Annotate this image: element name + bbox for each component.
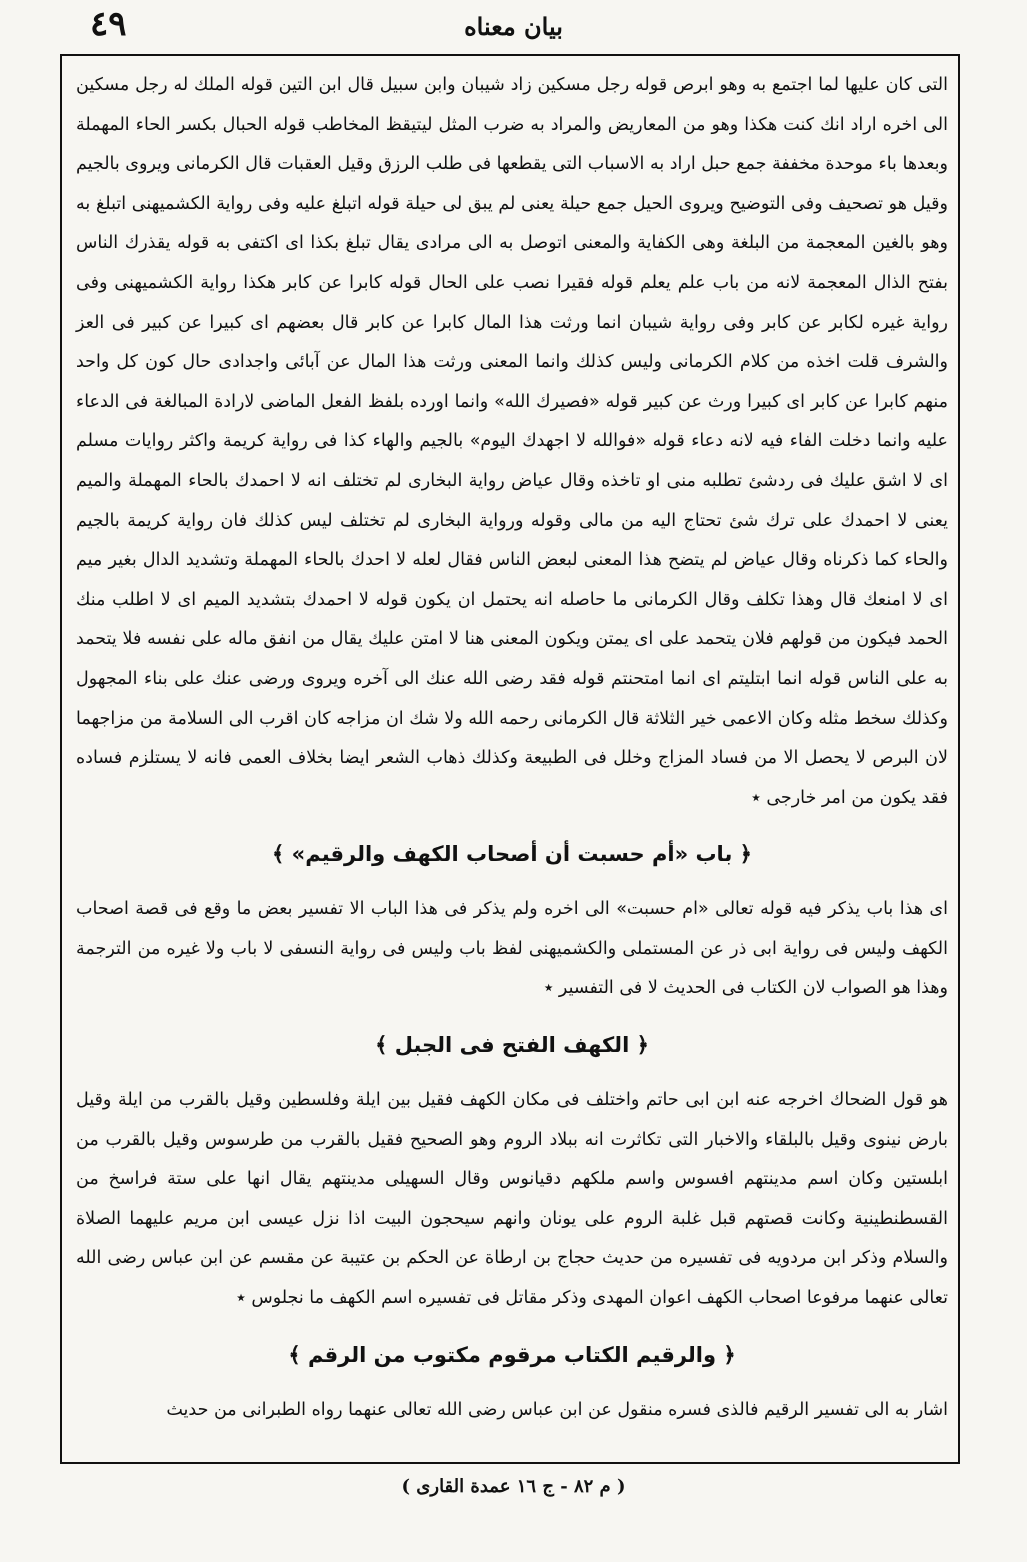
running-title: بيان معناه <box>464 12 563 41</box>
paragraph-kahf-location: هو قول الضحاك اخرجه عنه ابن ابى حاتم واختلف فى مكان الكهف فقيل بين ايلة وفلسطين وقيل بالقرب من ايلة وقيل بارض نينوى وقيل بالبلقاء والاخبار التى تكاثرت انه ببلاد الروم وهو الصحيح فقيل بالقرب من طرسوس وقيل بالقرب من ابلستين وكان اسم مدينتهم افسوس واسم ملكهم دقيانوس وقال السهيلى مدينتهم يقال انها على ستة فراسخ من القسطنطينية وكانت قصتهم قبل غلبة الروم على يونان وانهم سيحجون البيت اذا نزل عيسى ابن مريم عليهما الصلاة والسلام وذكر ابن مردويه فى تفسيره من حديث حجاج بن ارطاة عن الحكم بن عتيبة عن مقسم عن ابن عباس رضى الله تعالى عنهما مرفوعا اصحاب الكهف اعوان المهدى وذكر مقاتل فى تفسيره اسم الكهف ما نجلوس ٭ <box>76 1090 948 1309</box>
paragraph-bab-explanation: اى هذا باب يذكر فيه قوله تعالى «ام حسبت» الى اخره ولم يذكر فى هذا الباب الا تفسير بعض ما وقع فى قصة اصحاب الكهف وليس فى رواية ابى ذر عن المستملى والكشميهنى لفظ باب وليس فى رواية النسفى لا باب ولا غيره من الترجمة وهذا هو الصواب لان الكتاب فى الحديث لا فى التفسير ٭ <box>76 899 948 999</box>
page-header <box>60 4 967 46</box>
heading-al-kahf: ﴿ الكهف الفتح فى الجبل ﴾ <box>375 1033 649 1058</box>
paragraph-main: التى كان عليها لما اجتمع به وهو ابرص قوله رجل مسكين زاد شيبان وابن سبيل قال ابن التين قوله الملك له رجل مسكين الى اخره اراد انك كنت هكذا وهو من المعاريض والمراد به ضرب المثل ليتيقظ المخاطب قوله الحبال بكسر الحاء المهملة وبعدها باء موحدة مخففة جمع حبل اراد به الاسباب التى يقطعها فى طلب الرزق وقيل العقبات قال الكرمانى ويروى بالجيم وقيل هو تصحيف وفى التوضيح ويروى الحيل جمع حيلة يعنى لم يبق لى حيلة قوله اتبلغ عليه وفى رواية الكشميهنى اتبلغ به وهو بالغين المعجمة من البلغة وهى الكفاية والمعنى اتوصل به الى مرادى يقال تبلغ بكذا اى اكتفى به قوله يقذرك الناس بفتح الذال المعجمة لانه من باب علم يعلم قوله فقيرا نصب على الحال قوله كابرا عن كابر هكذا رواية الكشميهنى وفى رواية غيره لكابر عن كابر وفى رواية شيبان انما ورثت هذا المال كابرا عن كابر قال بعضهم اى كبيرا عن كبير فى العز والشرف قلت اخذه من كلام الكرمانى وليس كذلك وانما المعنى ورثت هذا المال عن آبائى واجدادى حال كون كل واحد منهم كابرا عن كابر اى كبيرا ورث عن كبير قوله «فصيرك الله» وانما اورده بلفظ الفعل الماضى لارادة المبالغة فى الدعاء عليه وانما دخلت الفاء فيه لانه دعاء قوله «فوالله لا اجهدك اليوم» بالجيم والهاء كذا فى رواية كريمة واكثر روايات مسلم اى لا اشق عليك فى ردشئ تطلبه منى او تاخذه وقال عياض رواية البخارى لم تختلف انه لا احمدك بالحاء المهملة والميم يعنى لا احمدك على ترك شئ تحتاج اليه من مالى وقوله ورواية البخارى لم تختلف ليس كذلك فان رواية كريمة بالجيم والحاء كما ذكرناه وقال عياض لم يتضح هذا المعنى لبعض الناس فقال لعله لا احدك بالحاء المهملة وتشديد الدال بغير ميم اى لا امنعك قال وهذا تكلف وقال الكرمانى ما حاصله انه يحتمل ان يكون قوله لا احمدك بتشديد الميم اى لا اطلب منك الحمد فيكون من قولهم فلان يتحمد على اى يمتن ويكون المعنى هنا لا امتن عليك يقال من انفق ماله على نفسه فلا يتحمد به على الناس قوله انما ابتليتم اى انما امتحنتم قوله فقد رضى الله عنك الى آخره ويروى ورضى عنك على بناء المجهول وكذلك سخط مثله وكان الاعمى خير الثلاثة قال الكرمانى رحمه الله ولا شك ان مزاجه كان اقرب الى السلامة من مزاجهما لان البرص لا يحصل الا من فساد المزاج وخلل فى الطبيعة وكذلك ذهاب الشعر ايضا بخلاف العمى فانه لا يستلزم فساده فقد يكون من امر خارجى ٭ <box>75 75 948 808</box>
heading-al-raqim: ﴿ والرقيم الكتاب مرقوم مكتوب من الرقم ﴾ <box>288 1342 736 1367</box>
page-footer: ( م ٨٢ - ج ١٦ عمدة القارى ) <box>401 1476 626 1497</box>
body-text <box>76 66 948 1430</box>
heading-bab-ashab-al-kahf: ﴿ باب «أم حسبت أن أصحاب الكهف والرقيم» ﴾ <box>272 842 752 867</box>
paragraph-raqim: اشار به الى تفسير الرقيم فالذى فسره منقول عن ابن عباس رضى الله تعالى عنهما رواه الطبرانى من حديث <box>166 1399 948 1420</box>
page-number: ٤٩ <box>90 4 127 44</box>
